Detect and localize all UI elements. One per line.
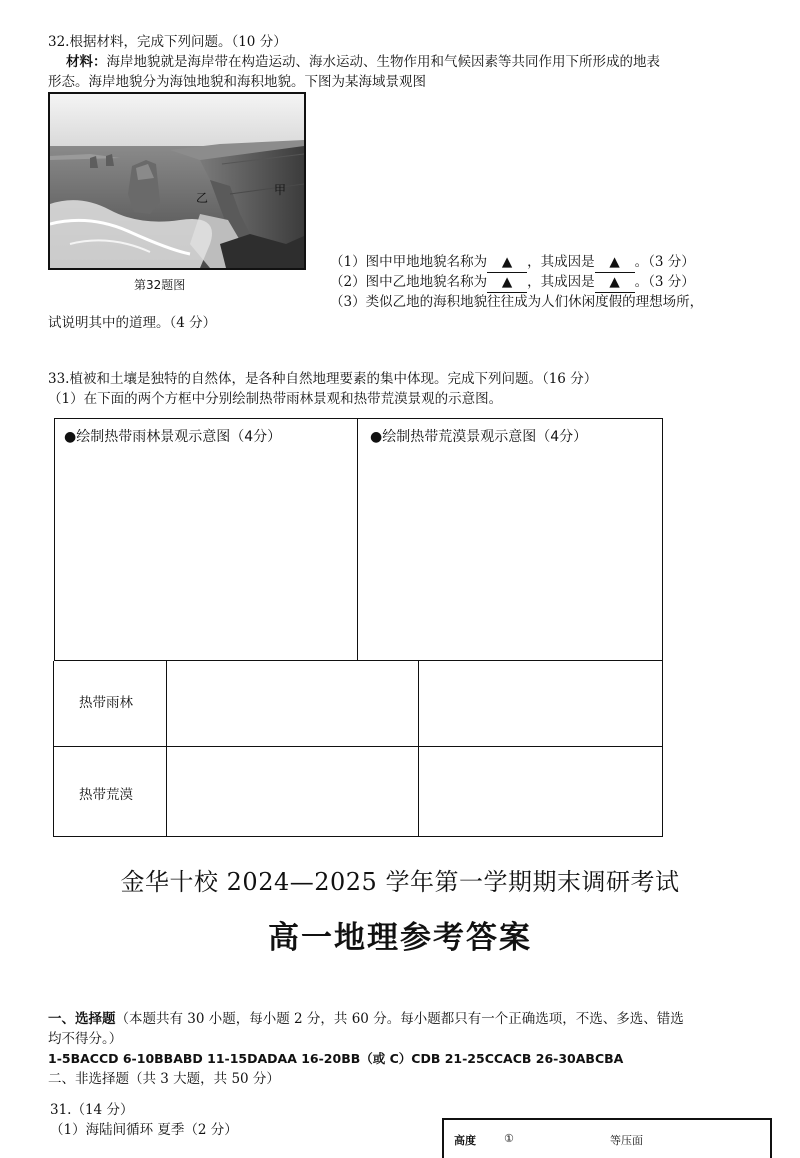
photo-label-jia: 甲	[274, 183, 287, 197]
coastal-landscape-photo	[48, 92, 306, 270]
answer-key-subtitle: 高一地理参考答案	[268, 920, 532, 956]
table-row-divider	[53, 746, 663, 747]
box-right-title: ●绘制热带荒漠景观示意图（4分）	[370, 429, 588, 445]
material-text-1: 海岸地貌就是海岸带在构造运动、海水运动、生物作用和气候因素等共同作用下所形成的地表	[106, 54, 660, 70]
diagram-point-label: ①	[504, 1132, 514, 1145]
q33-sub1: （1）在下面的两个方框中分别绘制热带雨林景观和热带荒漠景观的示意图。	[48, 391, 503, 407]
answer-key-title: 金华十校 2024—2025 学年第一学期期末调研考试	[120, 868, 680, 896]
q31-heading: 31.（14 分）	[50, 1102, 134, 1118]
table-row-label: 热带荒漠	[79, 787, 133, 803]
answer-blank: ▲	[487, 252, 527, 273]
answer-blank: ▲	[487, 272, 527, 293]
q33-heading: 33.植被和土壤是独特的自然体，是各种自然地理要素的集中体现。完成下列问题。（16 分）	[48, 371, 598, 387]
photo-caption: 第32题图	[134, 278, 186, 292]
q32-heading: 32.根据材料，完成下列问题。（10 分）	[48, 34, 287, 50]
q31-sub1: （1）海陆间循环 夏季（2 分）	[50, 1122, 238, 1138]
answer-blank: ▲	[595, 252, 635, 273]
q32-sub1: （1）图中甲地地貌名称为 ▲ ，其成因是 ▲ 。（3 分）	[330, 252, 695, 273]
table-row-label: 热带雨林	[79, 695, 133, 711]
diagram-isobar-label: 等压面	[610, 1134, 643, 1147]
box-left-title: ●绘制热带雨林景观示意图（4分）	[64, 429, 282, 445]
q32-sub2: （2）图中乙地地貌名称为 ▲ ，其成因是 ▲ 。（3 分）	[330, 272, 695, 293]
photo-label-yi: 乙	[196, 191, 209, 205]
choice-answers: 1-5BACCD 6-10BBABD 11-15DADAA 16-20BB（或 C）CDB 21-25CCACB 26-30ABCBA	[48, 1051, 624, 1066]
table-col-divider	[166, 661, 167, 837]
q32-sub3-line1: （3）类似乙地的海积地貌往往成为人们休闲度假的理想场所，	[330, 294, 704, 310]
q32-sub3-line2: 试说明其中的道理。（4 分）	[48, 315, 217, 331]
drawing-box-divider	[357, 418, 358, 661]
section1-line1: 一、选择题（本题共有 30 小题，每小题 2 分，共 60 分。每小题都只有一个正确选项，不选、多选、错选	[48, 1011, 684, 1027]
q32-material-line2: 形态。海岸地貌分为海蚀地貌和海积地貌。下图为某海域景观图	[48, 74, 426, 90]
section1-line2: 均不得分。）	[48, 1031, 123, 1047]
material-label: 材料：	[66, 54, 107, 70]
q32-material-line1	[66, 52, 660, 72]
answer-blank: ▲	[595, 272, 635, 293]
diagram-height-label: 高度	[454, 1134, 476, 1147]
section2-heading: 二、非选择题（共 3 大题，共 50 分）	[48, 1071, 280, 1087]
answer-table	[53, 661, 663, 837]
table-col-divider	[418, 661, 419, 837]
isobar-diagram	[442, 1118, 772, 1158]
drawing-box-frame	[54, 418, 663, 661]
